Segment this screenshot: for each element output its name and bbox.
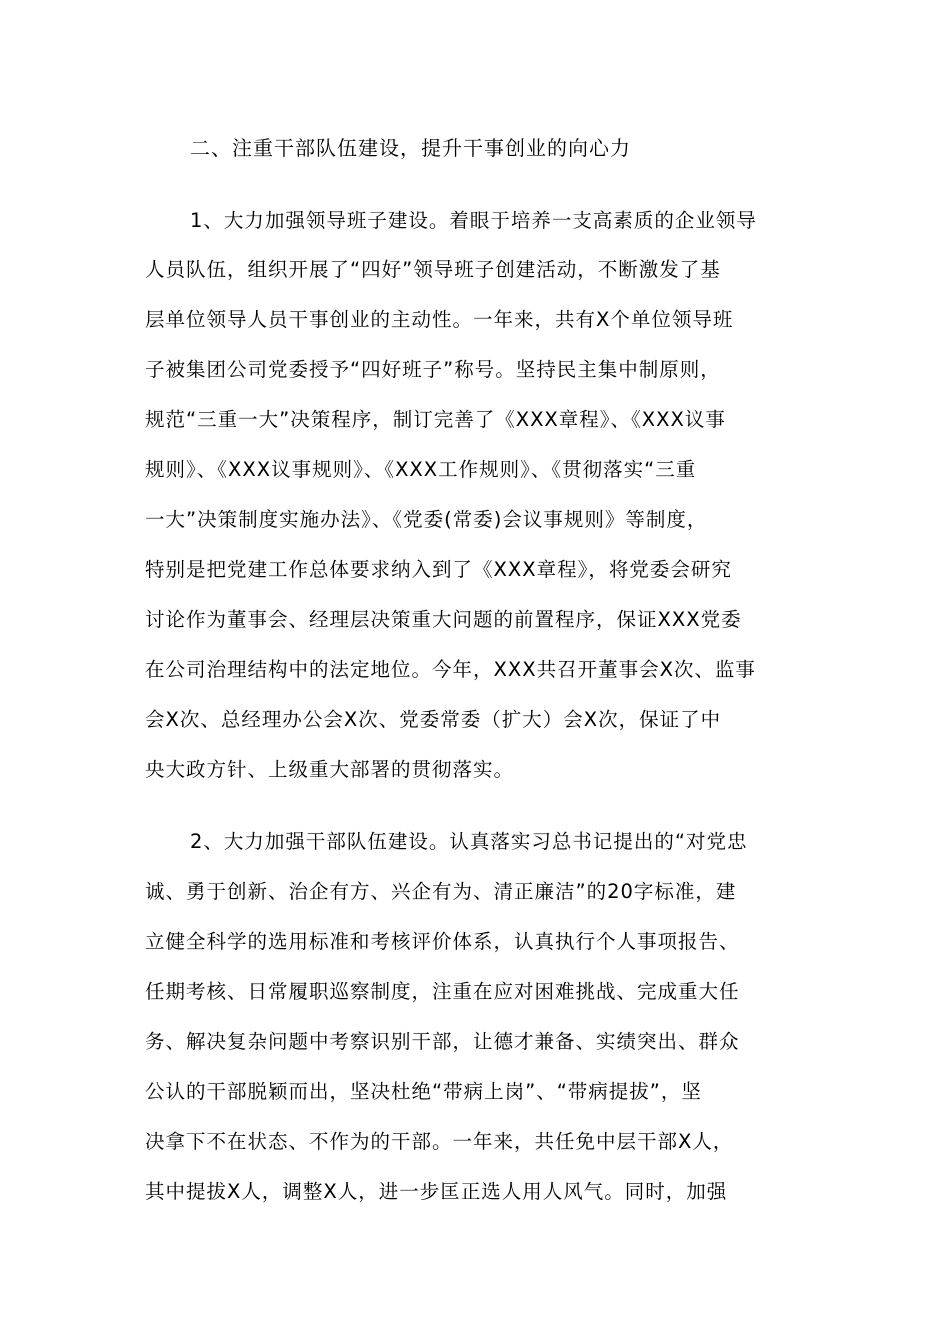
- paragraph-line: 立健全科学的选用标准和考核评价体系，认真执行个人事项报告、: [145, 930, 740, 953]
- paragraph-line: 其中提拔X人，调整X人，进一步匡正选人用人风气。同时，加强: [145, 1180, 728, 1203]
- paragraph-line: 特别是把党建工作总体要求纳入到了《XXX章程》，将党委会研究: [145, 558, 732, 581]
- paragraph-line: 人员队伍，组织开展了“四好”领导班子创建活动，不断激发了基: [145, 258, 721, 281]
- paragraph-line: 讨论作为董事会、经理层决策重大问题的前置程序，保证XXX党委: [145, 608, 742, 631]
- paragraph-line: 会X次、总经理办公会X次、党委常委（扩大）会X次，保证了中: [145, 708, 722, 731]
- paragraph-line: 公认的干部脱颖而出，坚决杜绝“带病上岗”、“带病提拔”，坚: [145, 1080, 702, 1103]
- paragraph-line: 央大政方针、上级重大部署的贯彻落实。: [145, 758, 515, 781]
- paragraph-line: 在公司治理结构中的法定地位。今年，XXX共召开董事会X次、监事: [145, 658, 756, 681]
- paragraph-line: 规范“三重一大”决策程序，制订完善了《XXX章程》、《XXX议事: [145, 408, 726, 431]
- paragraph-line: 2、大力加强干部队伍建设。认真落实习总书记提出的“对党忠: [190, 830, 748, 853]
- paragraph-line: 层单位领导人员干事创业的主动性。一年来，共有X个单位领导班: [145, 308, 734, 331]
- paragraph-line: 务、解决复杂问题中考察识别干部，让德才兼备、实绩突出、群众: [145, 1030, 740, 1053]
- paragraph-line: 子被集团公司党委授予“四好班子”称号。坚持民主集中制原则，: [145, 358, 721, 381]
- paragraph-line: 规则》、《XXX议事规则》、《XXX工作规则》、《贯彻落实“三重: [145, 458, 697, 481]
- section-heading: 二、注重干部队伍建设，提升干事创业的向心力: [190, 136, 631, 160]
- paragraph-line: 诚、勇于创新、治企有方、兴企有为、清正廉洁”的20字标准，建: [145, 880, 737, 903]
- paragraph-line: 任期考核、日常履职巡察制度，注重在应对困难挑战、完成重大任: [145, 980, 740, 1003]
- paragraph-line: 1、大力加强领导班子建设。着眼于培养一支高素质的企业领导: [190, 209, 757, 232]
- paragraph-line: 一大”决策制度实施办法》、《党委(常委)会议事规则》等制度，: [145, 508, 708, 531]
- paragraph-line: 决拿下不在状态、不作为的干部。一年来，共任免中层干部X人，: [145, 1130, 734, 1153]
